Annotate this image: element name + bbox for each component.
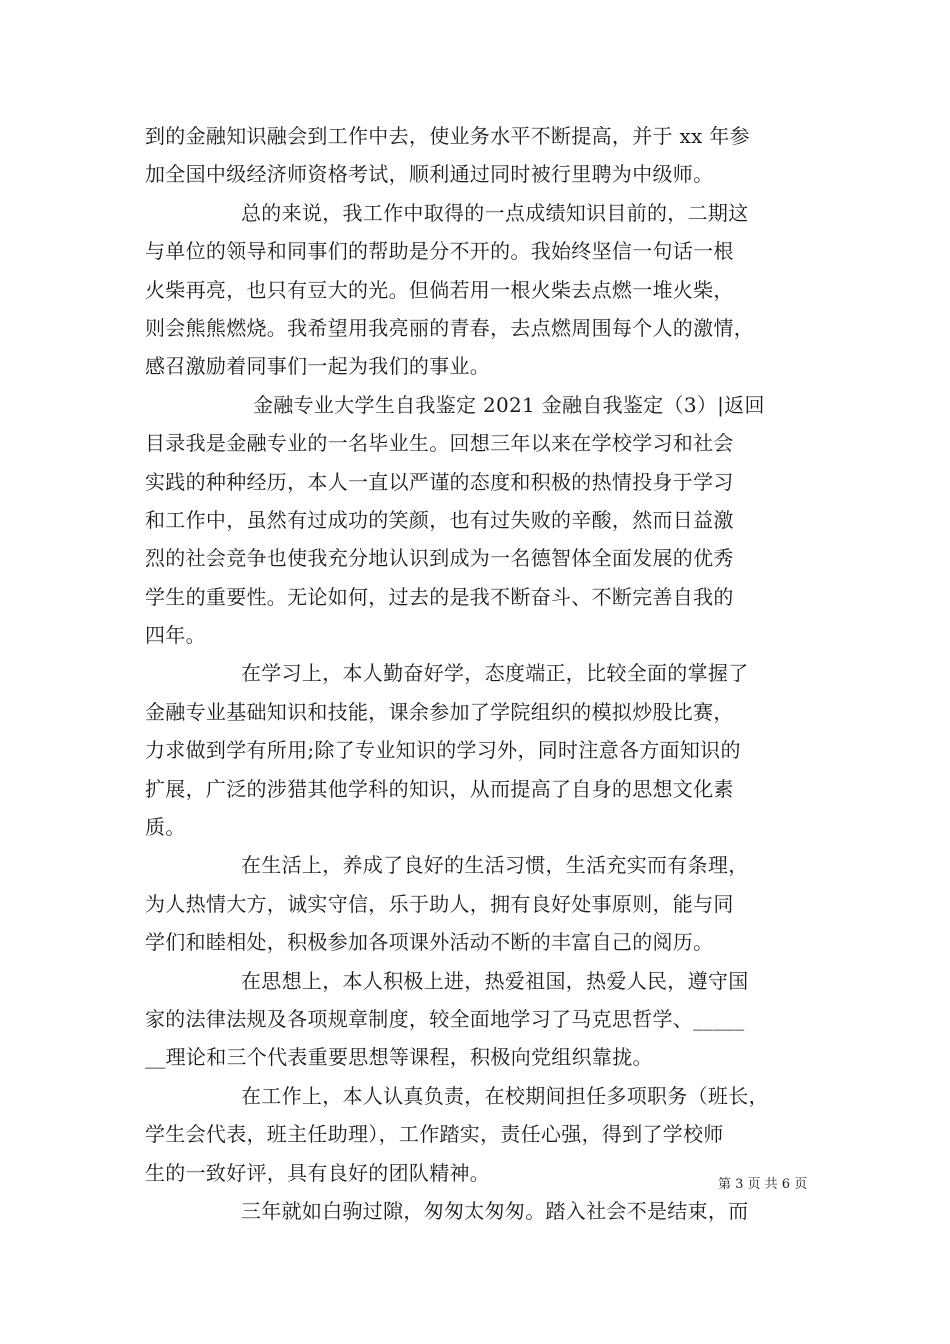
text-line: 三年就如白驹过隙，匆匆太匆匆。踏入社会不是结束，而 — [241, 1198, 749, 1223]
text-line: 在生活上，养成了良好的生活习惯，生活充实而有条理， — [241, 853, 749, 878]
text-line: 学生会代表，班主任助理），工作踏实，责任心强，得到了学校师 — [145, 1122, 724, 1147]
text-line: 质。 — [145, 815, 186, 840]
text-line: 金融专业大学生自我鉴定 2021 金融自我鉴定（3）|返回 — [253, 392, 765, 417]
text-line: 和工作中，虽然有过成功的笑颜，也有过失败的辛酸，然而日益激 — [145, 507, 734, 532]
text-line: 目录我是金融专业的一名毕业生。回想三年以来在学校学习和社会 — [145, 431, 734, 456]
text-line: 则会熊熊燃烧。我希望用我亮丽的青春，去点燃周围每个人的激情， — [145, 315, 754, 340]
text-line: 在思想上，本人积极上进，热爱祖国，热爱人民，遵守国 — [241, 968, 749, 993]
text-line: 金融专业基础知识和技能，课余参加了学院组织的模拟炒股比赛， — [145, 699, 734, 724]
text-line: 生的一致好评，具有良好的团队精神。 — [145, 1160, 491, 1185]
page-number-footer: 第 3 页 共 6 页 — [718, 1177, 808, 1192]
text-line: 力求做到学有所用;除了专业知识的学习外，同时注意各方面知识的 — [145, 738, 741, 763]
text-line: 火柴再亮，也只有豆大的光。但倘若用一根火柴去点燃一堆火柴， — [145, 277, 734, 302]
text-line: 加全国中级经济师资格考试，顺利通过同时被行里聘为中级师。 — [145, 162, 714, 187]
text-line: 扩展，广泛的涉猎其他学科的知识，从而提高了自身的思想文化素 — [145, 776, 734, 801]
text-line: 学生的重要性。无论如何，过去的是我不断奋斗、不断完善自我的 — [145, 584, 734, 609]
text-line: 到的金融知识融会到工作中去，使业务水平不断提高，并于 xx 年参 — [145, 124, 750, 148]
document-body — [145, 117, 810, 1230]
text-line: 学们和睦相处，积极参加各项课外活动不断的丰富自己的阅历。 — [145, 930, 714, 955]
text-line: 与单位的领导和同事们的帮助是分不开的。我始终坚信一句话一根 — [145, 239, 734, 264]
text-line: 在工作上，本人认真负责，在校期间担任多项职务（班长， — [241, 1083, 769, 1108]
text-line: 烈的社会竞争也使我充分地认识到成为一名德智体全面发展的优秀 — [145, 546, 734, 571]
text-line: 为人热情大方，诚实守信，乐于助人，拥有良好处事原则，能与同 — [145, 891, 734, 916]
text-line: 四年。 — [145, 623, 206, 648]
text-line: __理论和三个代表重要思想等课程，积极向党组织靠拢。 — [145, 1045, 653, 1070]
text-line: 实践的种种经历，本人一直以严谨的态度和积极的热情投身于学习 — [145, 469, 734, 494]
text-line: 感召激励着同事们一起为我们的事业。 — [145, 354, 491, 379]
text-line: 家的法律法规及各项规章制度，较全面地学习了马克思哲学、_____ — [145, 1006, 745, 1031]
text-line: 在学习上，本人勤奋好学，态度端正，比较全面的掌握了 — [241, 661, 749, 686]
text-line: 总的来说，我工作中取得的一点成绩知识目前的，二期这 — [241, 200, 749, 225]
